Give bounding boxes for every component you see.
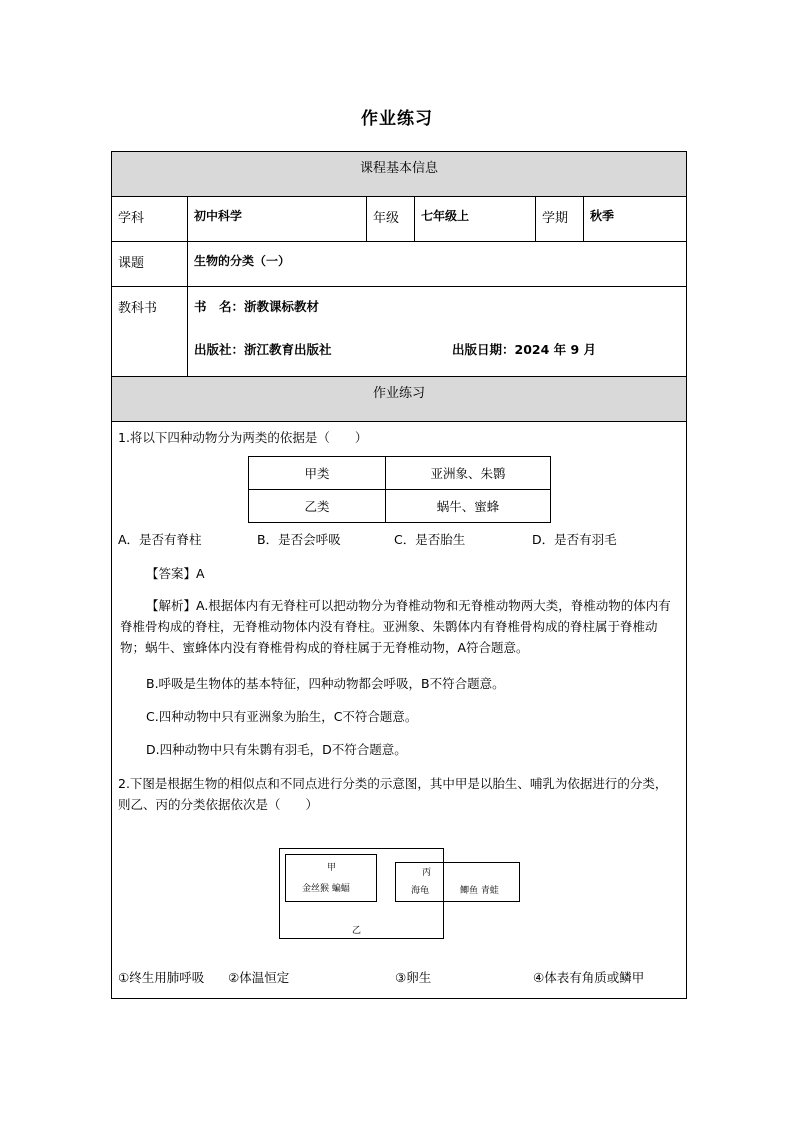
exercise-title: 作业练习 bbox=[372, 386, 425, 401]
homework-table bbox=[111, 151, 687, 999]
jia-box bbox=[285, 854, 377, 902]
jia-label: 甲 bbox=[327, 863, 337, 873]
q2-choice-1: ①终生用肺呼吸 bbox=[118, 970, 205, 985]
textbook-label-cell bbox=[112, 287, 188, 376]
q1-answer: 【答案】A bbox=[146, 566, 205, 581]
q1-option-c: C．是否胎生 bbox=[394, 532, 466, 547]
q1-note-d: D.四种动物中只有朱鹮有羽毛，D不符合题意。 bbox=[146, 742, 407, 757]
turtle-label: 海龟 bbox=[411, 886, 430, 896]
q2-choice-4: ④体表有角质或鳞甲 bbox=[533, 970, 645, 985]
q1-table-cell: 蜗牛、蜜蜂 bbox=[386, 490, 551, 523]
table-row bbox=[249, 490, 551, 523]
grade-value: 七年级上 bbox=[421, 209, 470, 223]
term-value-cell bbox=[584, 197, 686, 241]
topic-label: 课题 bbox=[118, 256, 145, 271]
q2-stem: 2.下图是根据生物的相似点和不同点进行分类的示意图，其中甲是以胎生、哺乳为依据进行的分类，则乙、丙的分类依据依次是（ ） bbox=[118, 776, 668, 812]
q1-table bbox=[248, 456, 551, 523]
q1-note-c: C.四种动物中只有亚洲象为胎生，C不符合题意。 bbox=[146, 709, 418, 724]
textbook-row bbox=[112, 287, 686, 377]
q1-analysis: 【解析】A.根据体内有无脊柱可以把动物分为脊椎动物和无脊椎动物两大类，脊椎动物的体内有脊椎骨构成的脊柱，无脊椎动物体内没有脊柱。亚洲象、朱鹮体内有脊椎骨构成的脊柱属于脊椎动物；蜗牛、蜜蜂体内没有脊椎骨构成的脊柱属于无脊椎动物，A符合题意。 bbox=[120, 598, 671, 655]
book-name: 书 名：浙教课标教材 bbox=[194, 299, 320, 314]
exercise-header bbox=[112, 377, 686, 422]
bing-items: 鲫鱼 青蛙 bbox=[460, 886, 499, 896]
yi-label: 乙 bbox=[352, 926, 362, 936]
term-value: 秋季 bbox=[590, 209, 615, 223]
publish-date: 出版日期：2024 年 9 月 bbox=[452, 342, 597, 357]
q2-choice-3: ③卵生 bbox=[395, 970, 432, 985]
table-row bbox=[249, 457, 551, 490]
topic-label-cell bbox=[112, 242, 188, 286]
exercise-body bbox=[112, 422, 686, 998]
grade-value-cell bbox=[415, 197, 536, 241]
course-info-title: 课程基本信息 bbox=[359, 161, 438, 176]
grade-label: 年级 bbox=[373, 211, 400, 226]
jia-items: 金丝猴 蝙蝠 bbox=[302, 884, 350, 894]
subject-label-cell bbox=[112, 197, 188, 241]
q2-choice-2: ②体温恒定 bbox=[228, 970, 290, 985]
subject-value-cell bbox=[188, 197, 367, 241]
publisher: 出版社：浙江教育出版社 bbox=[194, 342, 332, 357]
course-info-header bbox=[112, 152, 686, 197]
q1-table-cell: 亚洲象、朱鹮 bbox=[386, 457, 551, 490]
q1-option-a: A．是否有脊柱 bbox=[118, 532, 202, 547]
bing-label: 丙 bbox=[422, 868, 432, 878]
subject-row bbox=[112, 197, 686, 242]
topic-row bbox=[112, 242, 686, 287]
q1-option-d: D．是否有羽毛 bbox=[532, 532, 617, 547]
q1-table-cell: 乙类 bbox=[249, 490, 386, 523]
bing-box bbox=[395, 862, 520, 902]
topic-value: 生物的分类（一） bbox=[194, 254, 291, 268]
subject-value: 初中科学 bbox=[194, 209, 243, 223]
q1-table-cell: 甲类 bbox=[249, 457, 386, 490]
textbook-value-cell bbox=[188, 287, 686, 376]
grade-label-cell bbox=[367, 197, 415, 241]
term-label: 学期 bbox=[542, 211, 569, 226]
q1-stem: 1.将以下四种动物分为两类的依据是（ ） bbox=[118, 430, 368, 445]
q1-note-b: B.呼吸是生物体的基本特征，四种动物都会呼吸，B不符合题意。 bbox=[146, 676, 505, 691]
topic-value-cell bbox=[188, 242, 686, 286]
textbook-label: 教科书 bbox=[118, 301, 158, 316]
subject-label: 学科 bbox=[118, 211, 145, 226]
q1-option-b: B．是否会呼吸 bbox=[257, 532, 341, 547]
page-title: 作业练习 bbox=[361, 109, 433, 129]
term-label-cell bbox=[536, 197, 584, 241]
